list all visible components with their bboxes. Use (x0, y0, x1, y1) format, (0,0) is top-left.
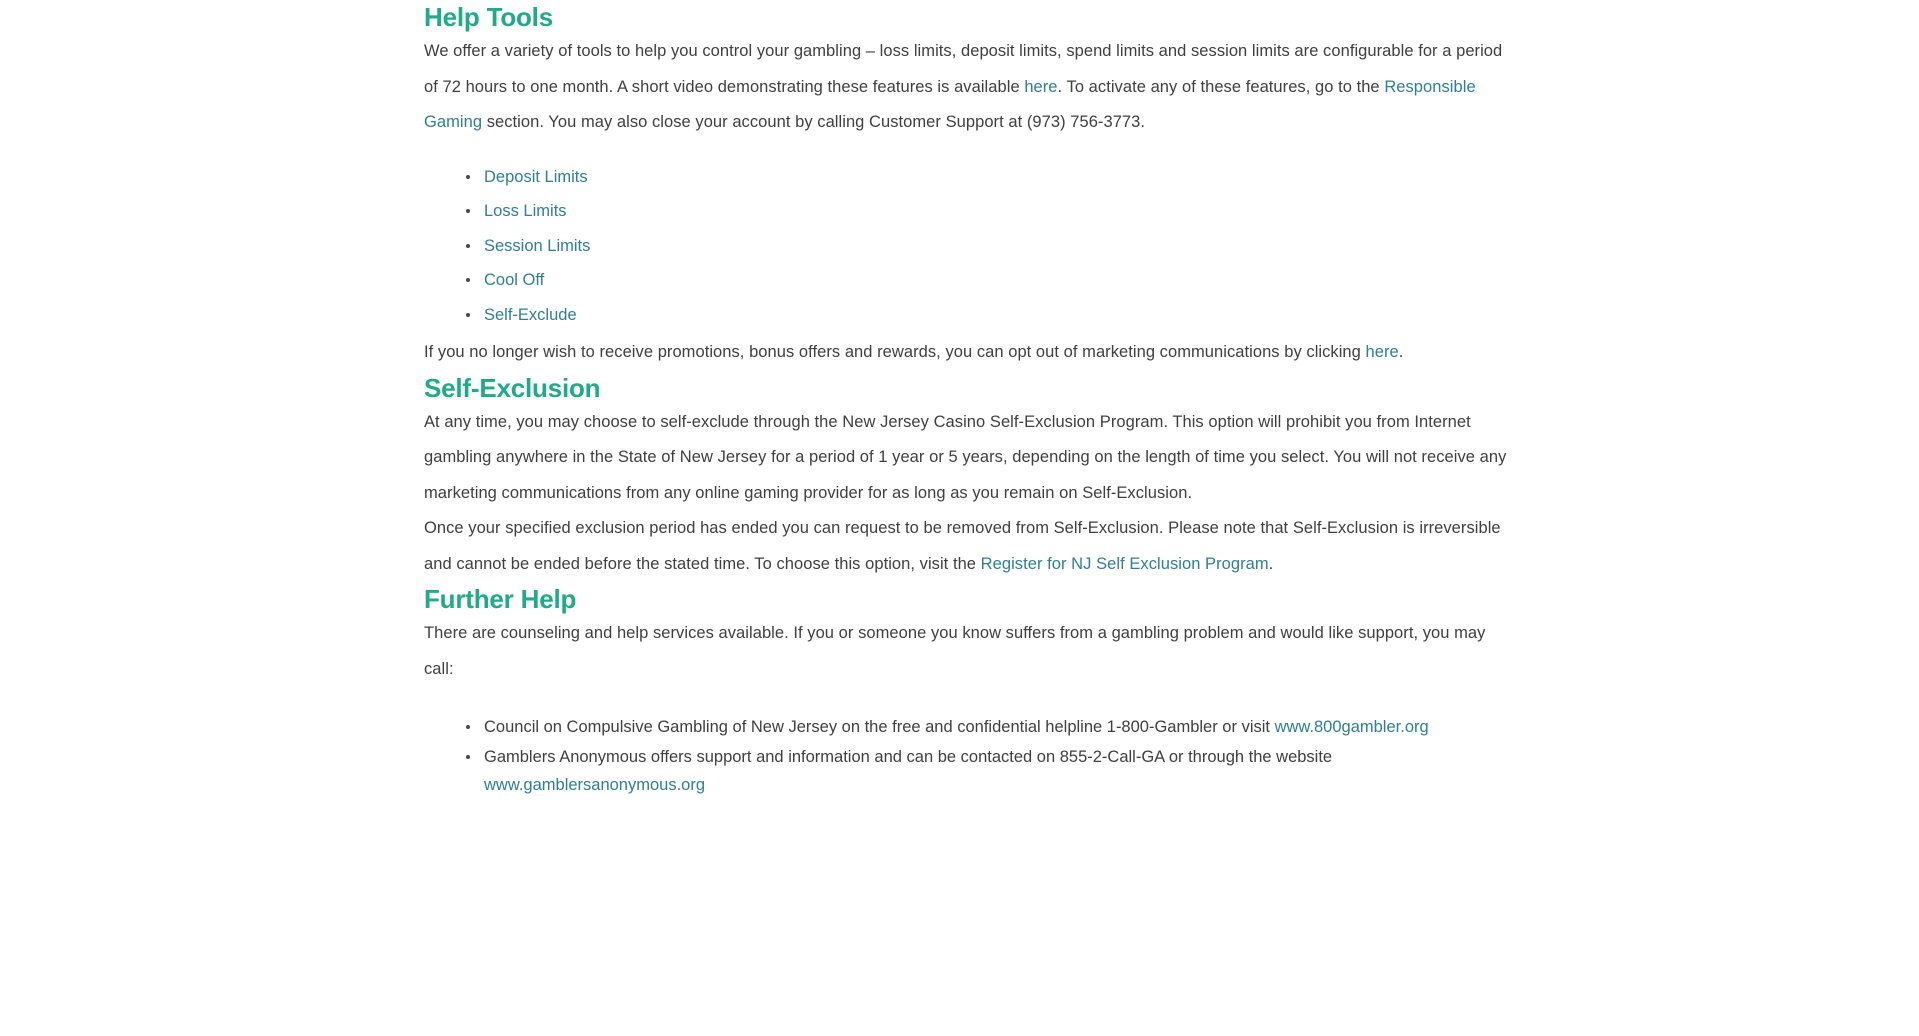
link-loss-limits[interactable]: Loss Limits (484, 202, 567, 220)
resource-text-council: Council on Compulsive Gambling of New Jersey on the free and confidential helpline 1-800-Gambler or visit (484, 718, 1275, 736)
link-deposit-limits[interactable]: Deposit Limits (484, 167, 588, 186)
heading-self-exclusion: Self-Exclusion (424, 372, 601, 403)
list-item (466, 743, 1514, 800)
list-item (466, 232, 1514, 261)
paragraph-help-tools-intro (424, 34, 1514, 141)
help-resources-list (424, 713, 1514, 800)
se2-text-part2: . (1268, 554, 1274, 573)
list-item (466, 197, 1514, 226)
heading-further-help: Further Help (424, 584, 577, 614)
paragraph-self-exclusion-1: At any time, you may choose to self-exclude through the New Jersey Casino Self-Exclusion Program. This option will prohibit you from Internet gambling anywhere in the State of New Jersey for a period of 1 year or 5 years, depending on the length of time you select. You will not receive any marketing communications from any online gaming provider for as long as you remain on Self-Exclusion. (424, 412, 1507, 502)
link-responsible-gaming[interactable]: Responsible Gaming (424, 77, 1476, 131)
paragraph-further-help-1: There are counseling and help services available. If you or someone you know suffers from a gambling problem and would like support, you may call: (424, 624, 1486, 678)
link-session-limits[interactable]: Session Limits (484, 236, 591, 255)
content-column (424, 0, 1514, 801)
optout-text-part2: . (1398, 343, 1404, 361)
list-item (466, 713, 1514, 742)
resource-text-gamblers-anonymous: Gamblers Anonymous offers support and information and can be contacted on 855-2-Call-GA or through the website (484, 747, 1333, 766)
intro-text-part1: We offer a variety of tools to help you control your gambling – loss limits, deposit limits, spend limits and session limits are configurable for a period of 72 hours to one month. A short video demonstrating these features is available (424, 42, 1503, 96)
paragraph-marketing-optout (424, 335, 1514, 371)
link-self-exclude[interactable]: Self-Exclude (484, 305, 577, 324)
link-video-here[interactable]: here (1024, 77, 1058, 96)
paragraph-self-exclusion-2 (424, 511, 1514, 582)
se2-text-part1: Once your specified exclusion period has ended you can request to be removed from Self-Exclusion. Please note that Self-Exclusion is irreversible and cannot be ended before the stated time. To choose this option, visit the (424, 519, 1501, 573)
optout-text-part1: If you no longer wish to receive promotions, bonus offers and rewards, you can opt out of marketing communications by clicking (424, 343, 1366, 361)
heading-help-tools: Help Tools (424, 2, 553, 32)
list-item (466, 163, 1514, 192)
list-item (466, 266, 1514, 295)
link-gamblersanonymous[interactable]: www.gamblersanonymous.org (484, 776, 706, 794)
intro-text-part3: section. You may also close your account by calling Customer Support at (973) 756-3773. (482, 113, 1146, 131)
tool-links-list (424, 163, 1514, 330)
intro-text-part2: . To activate any of these features, go to the (1057, 77, 1385, 96)
link-cool-off[interactable]: Cool Off (484, 271, 545, 289)
link-register-nj-self-exclusion[interactable]: Register for NJ Self Exclusion Program (980, 554, 1269, 573)
list-item (466, 301, 1514, 330)
link-800gambler[interactable]: www.800gambler.org (1274, 718, 1429, 736)
link-optout-here[interactable]: here (1365, 343, 1399, 361)
